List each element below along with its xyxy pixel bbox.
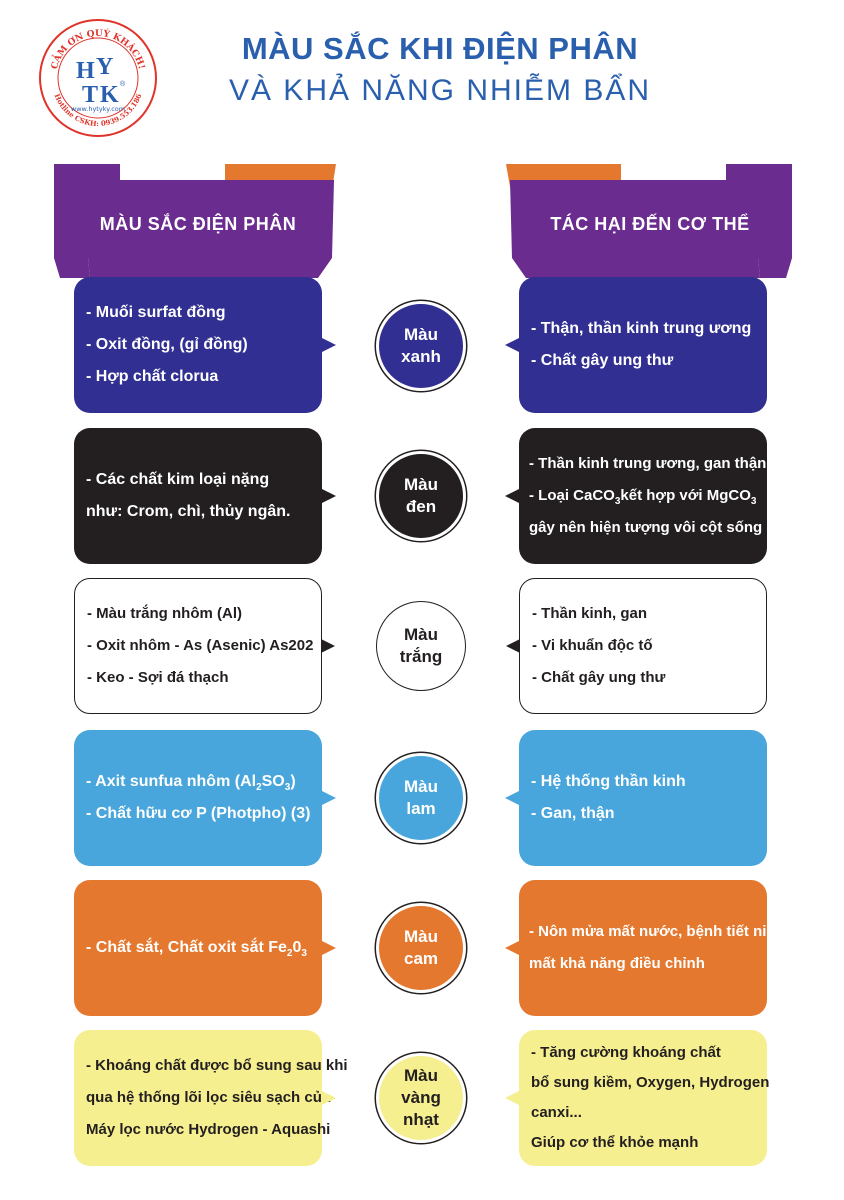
list-item: Máy lọc nước Hydrogen - Aquashi (86, 1121, 331, 1138)
header-left-label: MÀU SẮC ĐIỆN PHÂN (99, 214, 297, 234)
logo-registered: ® (120, 81, 126, 88)
row-trang-right-box (519, 578, 767, 714)
circle-mau-xanh: Màu xanh (376, 301, 466, 391)
list-item: - Tăng cường khoáng chất (531, 1044, 721, 1061)
svg-text:K: K (100, 82, 119, 108)
svg-text:Y: Y (96, 54, 114, 80)
row-cam-right-box (519, 880, 789, 1016)
list-item: gây nên hiện tượng vôi cột sống (529, 519, 763, 536)
list-item: - Hợp chất clorua (86, 368, 219, 385)
row-vang-right-box (519, 1030, 770, 1166)
list-item: - Loại CaCO$_3$kết hợp với MgCO$_3$ (529, 487, 757, 507)
row-cam-left-box (74, 880, 322, 1016)
list-item: - Chất gây ung thư (532, 669, 666, 686)
list-item: như: Crom, chì, thủy ngân. (86, 503, 291, 520)
list-item: - Thần kinh trung ương, gan thận (529, 455, 767, 472)
row-lam-right-box (519, 730, 767, 866)
row-vang-left-box (74, 1030, 348, 1166)
list-item: bổ sung kiềm, Oxygen, Hydrogen (531, 1074, 770, 1091)
logo-website: www.hytyky.com (70, 105, 126, 113)
list-item: - Thận, thần kinh trung ương (531, 320, 752, 337)
svg-text:T: T (82, 82, 99, 108)
row-trang-left-box (74, 578, 322, 714)
list-item: qua hệ thống lõi lọc siêu sạch của (86, 1089, 331, 1106)
row-xanh-right-box (519, 277, 767, 413)
list-item: - Oxit nhôm - As (Asenic) As202 (87, 637, 314, 654)
title-line-2: VÀ KHẢ NĂNG NHIỄM BẨN (228, 74, 652, 107)
title-line-1: MÀU SẮC KHI ĐIỆN PHÂN (241, 31, 639, 66)
circle-mau-trang: Màu trắng (376, 601, 466, 691)
svg-text:H: H (76, 58, 95, 84)
row-xanh-left-box (74, 277, 322, 413)
row-den-left-box (74, 428, 322, 564)
list-item: - Nôn mửa mất nước, bệnh tiết niệu, (529, 923, 789, 940)
brand-logo (38, 18, 158, 138)
list-item: Giúp cơ thể khỏe mạnh (531, 1134, 699, 1151)
list-item: - Oxit đồng, (gỉ đồng) (86, 336, 248, 353)
list-item: - Thần kinh, gan (532, 605, 647, 622)
circle-mau-den: Màu đen (376, 451, 466, 541)
list-item: - Các chất kim loại nặng (86, 471, 270, 488)
list-item: - Keo - Sợi đá thạch (87, 669, 229, 686)
list-item: - Khoáng chất được bổ sung sau khi (86, 1057, 348, 1074)
header-right-label: TÁC HẠI ĐẾN CƠ THỂ (550, 214, 750, 234)
list-item: - Muối surfat đồng (86, 304, 226, 321)
row-lam-left-box (74, 730, 322, 866)
logo-hotline: Hotline CSKH: 0939.553.186 (52, 92, 144, 129)
circle-mau-cam: Màu cam (376, 903, 466, 993)
logo-ring-text: CẢM ƠN QUÝ KHÁCH! (49, 28, 146, 71)
list-item: mất khả năng điều chỉnh (529, 955, 705, 972)
page-title (180, 30, 700, 110)
list-item: - Hệ thống thần kinh (531, 773, 686, 790)
circle-mau-vang-nhat: Màu vàng nhạt (376, 1053, 466, 1143)
list-item: - Màu trắng nhôm (Al) (87, 605, 242, 622)
row-den-right-box (519, 428, 767, 564)
list-item: - Axit sunfua nhôm $(Al_2SO_3)$ (86, 773, 296, 794)
list-item: - Chất sắt, Chất oxit sắt $Fe_20_3$ (86, 939, 307, 960)
list-item: - Chất gây ung thư (531, 352, 674, 369)
list-item: - Gan, thận (531, 805, 615, 822)
list-item: canxi... (531, 1104, 582, 1121)
list-item: - Chất hữu cơ P (Photpho) (3) (86, 805, 311, 822)
list-item: - Vi khuẩn độc tố (532, 637, 653, 654)
logo-seal-icon (38, 18, 158, 138)
circle-mau-lam: Màu lam (376, 753, 466, 843)
